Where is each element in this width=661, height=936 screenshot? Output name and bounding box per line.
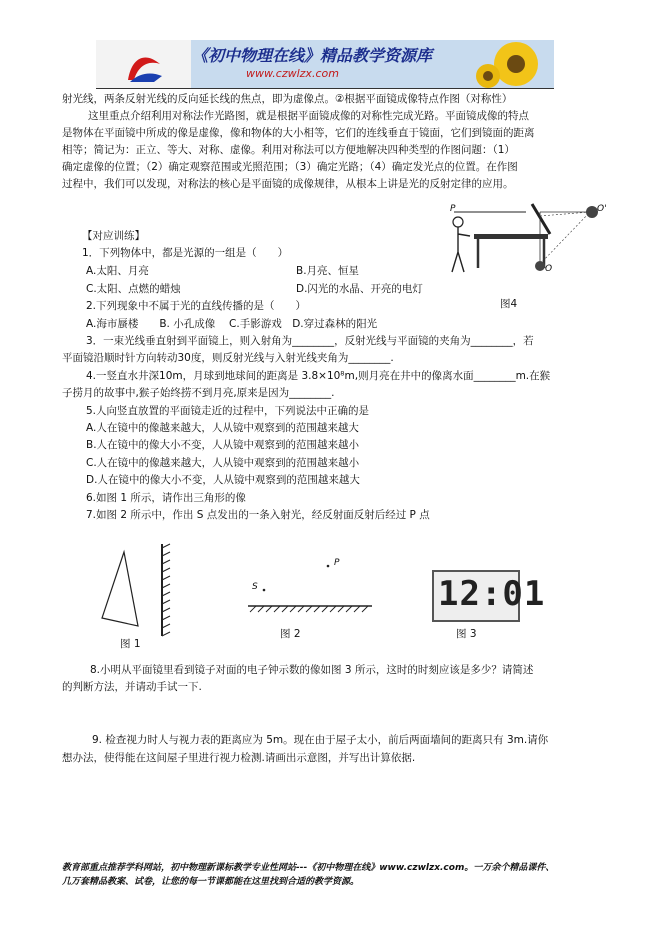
intro-line-2: 这里重点介绍利用对称法作光路图，就是根据平面镜成像的对称性完成光路。平面镜成像的特点 [88,110,529,122]
header-banner [96,40,554,88]
site-title: 《初中物理在线》精品教学资源库 [192,46,433,65]
question-7: 7.如图 2 所示中，作出 S 点发出的一条入射光，经反射面反射后经过 P 点 [86,509,430,521]
question-5-option-c: C.人在镜中的像越来越大，人从镜中观察到的范围越来越小 [86,457,360,469]
question-3-line-1: 3．一束光线垂直射到平面镜上，则入射角为________，反射光线与平面镜的夹角为________，若 [86,335,534,347]
figure-2-label-p: P [334,558,340,568]
question-5-option-a: A.人在镜中的像越来越大，人从镜中观察到的范围越来越大 [86,422,359,434]
question-1: 1．下列物体中，都是光源的一组是（ ） [82,247,289,259]
figure-4-diagram [440,196,610,288]
footer-line-1: 教育部重点推荐学科网站，初中物理新课标教学专业性网站---《初中物理在线》www.czwlzx.com。一万余个精品课件、 [62,863,555,873]
footer-line-2: 几万套精品教案、试卷，让您的每一节课都能在这里找到合适的教学资源。 [62,877,360,887]
figure-2-diagram [240,558,380,618]
question-1-option-d: D.闪光的水晶、开亮的电灯 [296,283,423,295]
question-6: 6.如图 1 所示，请作出三角形的像 [86,492,246,504]
question-3-line-2: 平面镜沿顺时针方向转动30度，则反射光线与入射光线夹角为________. [62,352,394,364]
intro-line-5: 确定虚像的位置；（2）确定观察范围或光照范围；（3）确定光路；（4）确定发光点的位置。在作图 [62,161,518,173]
question-2: 2.下列现象中不属于光的直线传播的是（ ） [86,300,307,312]
figure-4-caption: 图4 [500,298,518,310]
question-1-option-b: B.月亮、恒星 [296,265,360,277]
question-1-option-a: A.太阳、月亮 [86,265,149,277]
question-8-line-2: 的判断方法，并请动手试一下. [62,681,202,693]
question-4-line-2: 子捞月的故事中,猴子始终捞不到月亮,原来是因为________. [62,387,335,399]
header-rule [96,88,554,89]
figure-2-caption: 图 2 [280,628,301,640]
site-logo-icon [124,46,164,84]
intro-line-4: 相等；简记为：正立、等大、对称、虚像。利用对称法可以方便地解决四种类型的作图问题：（1） [62,144,515,156]
figure-2-label-s: S [252,582,258,592]
figure-4-label-o: O [545,264,553,274]
site-url[interactable]: www.czwlzx.com [246,67,339,80]
question-9-line-2: 想办法，使得能在这间屋子里进行视力检测.请画出示意图，并写出计算依据. [62,752,416,764]
figure-4-label-o-prime: O' [597,204,607,214]
question-5-option-b: B.人在镜中的像大小不变，人从镜中观察到的范围越来越小 [86,439,360,451]
figure-3-caption: 图 3 [456,628,477,640]
question-8-line-1: 8.小明从平面镜里看到镜子对面的电子钟示数的像如图 3 所示，这时的时刻应该是多少？请简述 [90,664,534,676]
figure-3-clock [432,570,546,622]
figure-1-diagram [94,538,186,640]
question-2-options: A.海市蜃楼 B. 小孔成像 C.手影游戏 D.穿过森林的阳光 [86,318,378,330]
question-5-option-d: D.人在镜中的像大小不变，人从镜中观察到的范围越来越大 [86,474,360,486]
intro-line-6: 过程中，我们可以发现，对称法的核心是平面镜的成像规律，从根本上讲是光的反射定律的应用。 [62,178,514,190]
question-1-option-c: C.太阳、点燃的蜡烛 [86,283,181,295]
figure-1-caption: 图 1 [120,638,141,650]
question-4-line-1: 4.一竖直水井深10m，月球到地球间的距离是 3.8×10⁸m,则月亮在井中的像离水面________m.在猴 [86,370,551,382]
figure-4-label-p: P [450,204,456,214]
intro-line-1: 射光线，两条反射光线的反向延长线的焦点，即为虚像点。②根据平面镜成像特点作图（对称性） [62,93,513,105]
clock-reading: 12:01 [438,574,546,614]
question-5: 5.人向竖直放置的平面镜走近的过程中，下列说法中正确的是 [86,405,370,417]
question-9-line-1: 9. 检查视力时人与视力表的距离应为 5m。现在由于屋子太小，前后两面墙间的距离只有 3m.请你 [92,734,549,746]
section-title: 【对应训练】 [82,230,145,242]
intro-line-3: 是物体在平面镜中所成的像是虚像，像和物体的大小相等，它们的连线垂直于镜面，它们到镜面的距离 [62,127,535,139]
